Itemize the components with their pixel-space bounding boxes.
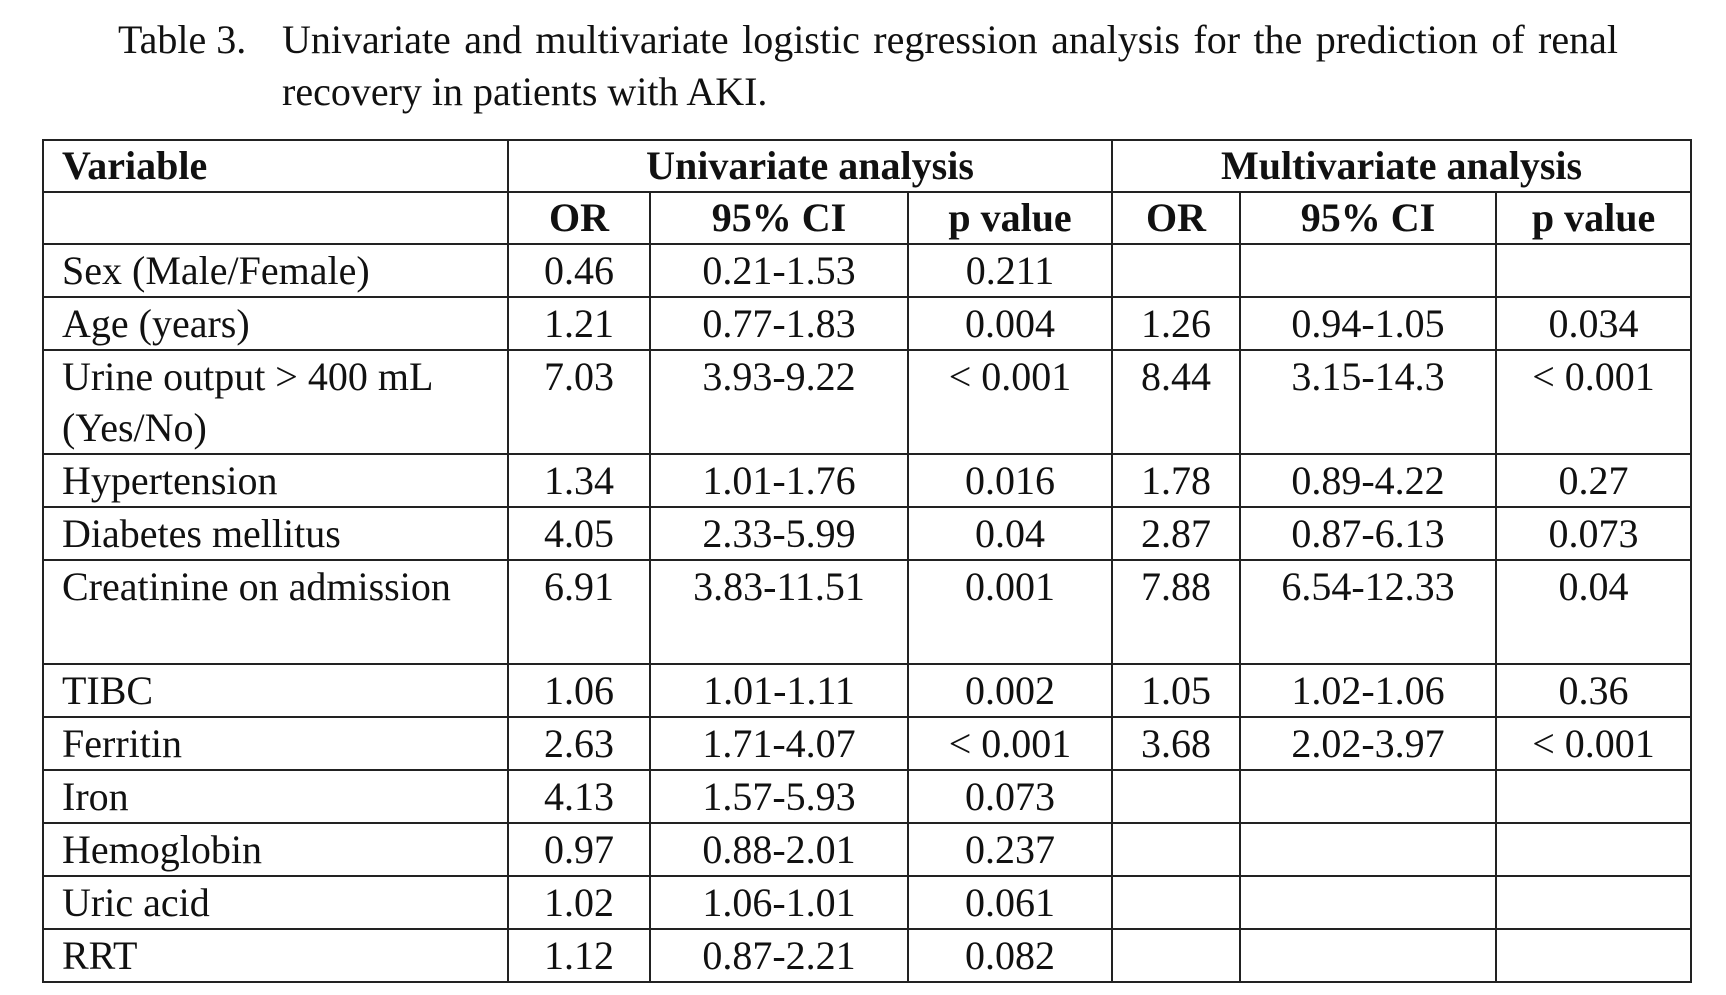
cell-m-ci: 2.02-3.97 — [1240, 717, 1496, 770]
cell-m-p: 0.27 — [1496, 454, 1691, 507]
table-row — [43, 507, 1691, 560]
cell-u-ci: 1.57-5.93 — [650, 770, 908, 823]
cell-m-p — [1496, 929, 1691, 982]
cell-u-p: 0.001 — [908, 560, 1112, 664]
cell-u-p: 0.073 — [908, 770, 1112, 823]
cell-u-p: < 0.001 — [908, 717, 1112, 770]
cell-m-p: < 0.001 — [1496, 717, 1691, 770]
cell-m-or — [1112, 823, 1240, 876]
cell-variable: Hemoglobin — [43, 823, 508, 876]
cell-u-ci: 1.01-1.11 — [650, 664, 908, 717]
cell-u-ci: 0.77-1.83 — [650, 297, 908, 350]
cell-variable: Diabetes mellitus — [43, 507, 508, 560]
cell-u-or: 1.21 — [508, 297, 650, 350]
cell-m-or: 1.26 — [1112, 297, 1240, 350]
cell-m-p — [1496, 770, 1691, 823]
cell-u-ci: 0.21-1.53 — [650, 244, 908, 297]
cell-m-p: 0.04 — [1496, 560, 1691, 664]
cell-m-p: 0.36 — [1496, 664, 1691, 717]
cell-u-p: 0.004 — [908, 297, 1112, 350]
cell-m-or — [1112, 244, 1240, 297]
table-row — [43, 244, 1691, 297]
table-row — [43, 823, 1691, 876]
header-m-or: OR — [1112, 192, 1240, 244]
header-univariate: Univariate analysis — [508, 140, 1112, 192]
caption-label: Table 3. — [118, 17, 247, 62]
cell-m-p: 0.034 — [1496, 297, 1691, 350]
header-blank — [43, 192, 508, 244]
cell-u-or: 0.97 — [508, 823, 650, 876]
cell-m-ci: 3.15-14.3 — [1240, 350, 1496, 454]
cell-m-ci: 0.94-1.05 — [1240, 297, 1496, 350]
cell-u-or: 1.12 — [508, 929, 650, 982]
cell-m-ci — [1240, 929, 1496, 982]
cell-m-or: 7.88 — [1112, 560, 1240, 664]
cell-u-or: 0.46 — [508, 244, 650, 297]
cell-m-or — [1112, 770, 1240, 823]
cell-u-p: 0.061 — [908, 876, 1112, 929]
cell-m-or: 8.44 — [1112, 350, 1240, 454]
cell-variable: RRT — [43, 929, 508, 982]
cell-u-ci: 1.71-4.07 — [650, 717, 908, 770]
cell-u-or: 2.63 — [508, 717, 650, 770]
header-m-p: p value — [1496, 192, 1691, 244]
cell-m-ci — [1240, 244, 1496, 297]
cell-m-or: 2.87 — [1112, 507, 1240, 560]
table-row — [43, 929, 1691, 982]
regression-table — [42, 139, 1692, 983]
cell-u-or: 4.05 — [508, 507, 650, 560]
cell-u-ci: 3.93-9.22 — [650, 350, 908, 454]
cell-u-or: 1.34 — [508, 454, 650, 507]
cell-m-or — [1112, 929, 1240, 982]
cell-m-ci — [1240, 770, 1496, 823]
cell-variable: Hypertension — [43, 454, 508, 507]
header-row-stats — [43, 192, 1691, 244]
cell-m-p: 0.073 — [1496, 507, 1691, 560]
header-m-ci: 95% CI — [1240, 192, 1496, 244]
cell-m-or: 1.05 — [1112, 664, 1240, 717]
cell-variable: TIBC — [43, 664, 508, 717]
cell-variable: Urine output > 400 mL (Yes/No) — [43, 350, 508, 454]
cell-m-p — [1496, 244, 1691, 297]
table-row — [43, 717, 1691, 770]
cell-variable: Ferritin — [43, 717, 508, 770]
cell-u-or: 7.03 — [508, 350, 650, 454]
cell-m-or: 3.68 — [1112, 717, 1240, 770]
cell-variable: Creatinine on admission — [43, 560, 508, 664]
table-caption — [118, 14, 1618, 118]
cell-variable: Sex (Male/Female) — [43, 244, 508, 297]
cell-u-p: < 0.001 — [908, 350, 1112, 454]
cell-u-ci: 0.87-2.21 — [650, 929, 908, 982]
cell-m-ci: 6.54-12.33 — [1240, 560, 1496, 664]
cell-m-p — [1496, 876, 1691, 929]
table-row — [43, 297, 1691, 350]
cell-u-ci: 1.06-1.01 — [650, 876, 908, 929]
cell-m-ci — [1240, 823, 1496, 876]
cell-variable: Iron — [43, 770, 508, 823]
cell-variable: Age (years) — [43, 297, 508, 350]
table-row — [43, 454, 1691, 507]
cell-u-p: 0.082 — [908, 929, 1112, 982]
caption-text: Univariate and multivariate logistic regression analysis for the prediction of renal recovery in patients with AKI. — [282, 17, 1618, 114]
cell-m-ci: 0.89-4.22 — [1240, 454, 1496, 507]
cell-u-ci: 1.01-1.76 — [650, 454, 908, 507]
cell-m-ci: 0.87-6.13 — [1240, 507, 1496, 560]
table-row — [43, 876, 1691, 929]
cell-u-or: 1.06 — [508, 664, 650, 717]
cell-m-or: 1.78 — [1112, 454, 1240, 507]
table-row — [43, 770, 1691, 823]
header-row-groups — [43, 140, 1691, 192]
header-multivariate: Multivariate analysis — [1112, 140, 1691, 192]
header-u-ci: 95% CI — [650, 192, 908, 244]
table-row — [43, 350, 1691, 454]
header-u-p: p value — [908, 192, 1112, 244]
cell-u-ci: 0.88-2.01 — [650, 823, 908, 876]
cell-u-p: 0.211 — [908, 244, 1112, 297]
cell-u-p: 0.04 — [908, 507, 1112, 560]
cell-u-ci: 2.33-5.99 — [650, 507, 908, 560]
table-row — [43, 664, 1691, 717]
cell-m-or — [1112, 876, 1240, 929]
cell-m-ci — [1240, 876, 1496, 929]
cell-u-or: 1.02 — [508, 876, 650, 929]
cell-u-ci: 3.83-11.51 — [650, 560, 908, 664]
cell-u-p: 0.237 — [908, 823, 1112, 876]
cell-m-p — [1496, 823, 1691, 876]
cell-variable: Uric acid — [43, 876, 508, 929]
cell-u-or: 6.91 — [508, 560, 650, 664]
cell-m-p: < 0.001 — [1496, 350, 1691, 454]
cell-u-p: 0.002 — [908, 664, 1112, 717]
cell-m-ci: 1.02-1.06 — [1240, 664, 1496, 717]
header-u-or: OR — [508, 192, 650, 244]
cell-u-or: 4.13 — [508, 770, 650, 823]
cell-u-p: 0.016 — [908, 454, 1112, 507]
header-variable: Variable — [43, 140, 508, 192]
table-row — [43, 560, 1691, 664]
